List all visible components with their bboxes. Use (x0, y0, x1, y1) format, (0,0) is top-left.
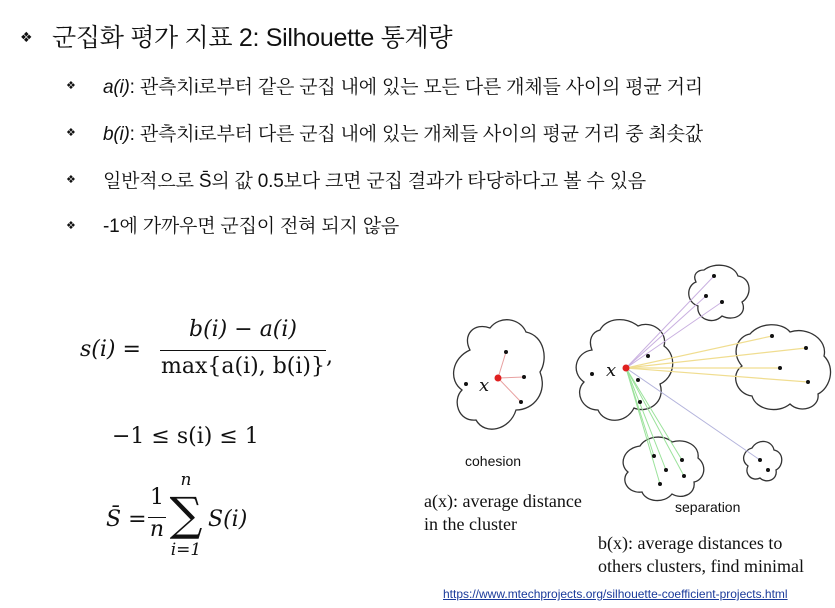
formula-s-lhs: s(i) = (80, 337, 141, 362)
formula-s-comma: , (326, 344, 333, 369)
bullet-threshold: 일반적으로 S̄의 값 0.5보다 크면 군집 결과가 타당하다고 볼 수 있음 (103, 171, 646, 192)
bullet-negative: -1에 가까우면 군집이 전혀 되지 않음 (103, 216, 400, 237)
bullet-b-text: : 관측치i로부터 다른 군집 내에 있는 개체들 사이의 평균 거리 중 최솟값 (129, 124, 703, 145)
bullet-icon: ❖ (66, 220, 76, 232)
bullet-a-text: : 관측치i로부터 같은 군집 내에 있는 모든 다른 개체들 사이의 평균 거리 (129, 77, 703, 98)
bullet-a-var: a(i) (103, 77, 130, 98)
cluster-right (736, 325, 831, 410)
a-caption-line2: in the cluster (424, 514, 517, 534)
formula-mean-rhs: S(i) (208, 507, 248, 532)
slide-title: 군집화 평가 지표 2: Silhouette 통계량 (52, 24, 453, 52)
formula-mean-frac-den: n (149, 517, 165, 542)
separation-label: separation (675, 499, 741, 515)
bullet-b-var: b(i) (103, 124, 130, 145)
cohesion-label: cohesion (465, 453, 522, 469)
bullet-a (103, 72, 703, 99)
formula-mean-frac-num: 1 (150, 485, 164, 510)
bullet-icon: ❖ (66, 127, 76, 139)
formula-s-fraction-bar (160, 350, 326, 351)
bullet-icon: ❖ (66, 174, 76, 186)
a-caption-line1: a(x): average distance (424, 491, 582, 511)
source-link[interactable]: https://www.mtechprojects.org/silhouette-coefficient-projects.html (443, 587, 788, 601)
formula-sigma: ∑ (169, 487, 203, 541)
cluster-small (744, 441, 782, 480)
b-caption-line1: b(x): average distances to (598, 533, 783, 553)
cohesion-x-label: x (479, 375, 490, 396)
title-bullet-icon: ❖ (20, 29, 33, 45)
formula-s-numerator: b(i) − a(i) (188, 317, 298, 342)
separation-x-label: x (606, 360, 617, 381)
bullet-b (103, 119, 703, 146)
formula-sigma-top: n (180, 470, 192, 490)
formula-sigma-bottom: i=1 (170, 540, 202, 560)
formula-mean-lhs: S̄ = (106, 507, 147, 532)
bullet-icon: ❖ (66, 80, 76, 92)
b-caption-line2: others clusters, find minimal (598, 556, 804, 576)
formula-s-denominator: max{a(i), b(i)} (161, 354, 325, 379)
formula-range: −1 ≤ s(i) ≤ 1 (112, 424, 259, 449)
cluster-bottom (623, 437, 704, 501)
